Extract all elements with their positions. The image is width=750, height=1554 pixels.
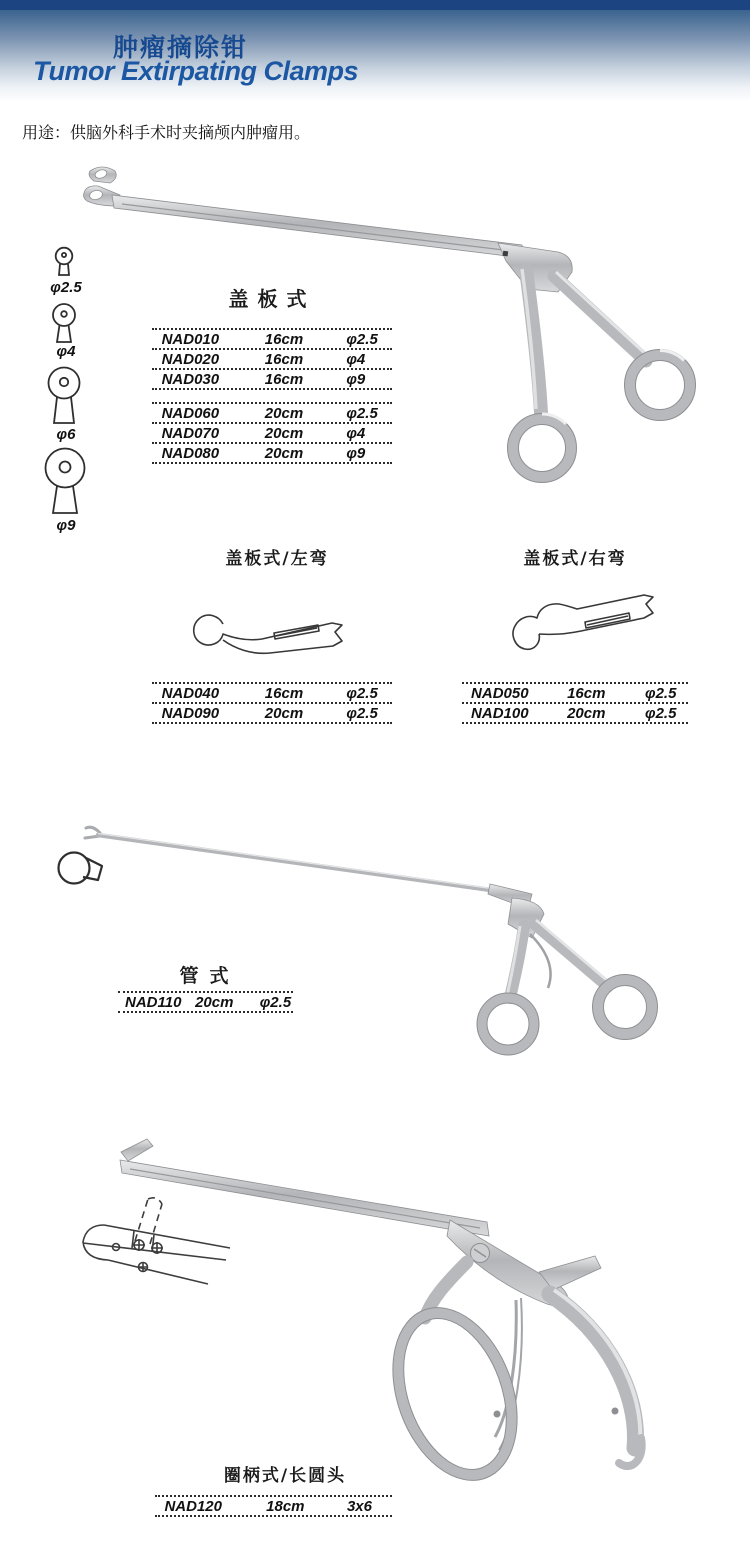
tip-size-label: φ6 (56, 426, 76, 443)
product-diameter: φ2.5 (645, 684, 677, 702)
product-code: NAD070 (161, 424, 220, 442)
product-length: 16cm (264, 330, 304, 348)
table-row (152, 404, 392, 424)
product-length: 16cm (264, 684, 304, 702)
table-row (155, 1497, 392, 1517)
product-code: NAD110 (125, 993, 182, 1011)
product-diameter: φ9 (346, 370, 366, 388)
table-row (152, 330, 392, 350)
left-bend-table (152, 682, 392, 724)
product-code: NAD040 (161, 684, 220, 702)
product-diameter: φ2.5 (259, 993, 292, 1011)
table-group (462, 682, 688, 724)
product-diameter: φ9 (346, 444, 366, 462)
product-length: 20cm (195, 993, 234, 1011)
product-length: 16cm (264, 370, 304, 388)
product-code: NAD080 (161, 444, 220, 462)
product-diameter: φ4 (346, 350, 366, 368)
cover-plate-table (152, 328, 392, 464)
product-length: 20cm (264, 404, 304, 422)
tube-table (118, 991, 293, 1013)
usage-note: 用途：供脑外科手术时夹摘颅内肿瘤用。 (22, 125, 311, 142)
table-row (118, 993, 293, 1013)
section-title-left-bend: 盖板式/左弯 (225, 549, 329, 569)
right-bend-table (462, 682, 688, 724)
page-title-english: Tumor Extirpating Clamps (33, 56, 359, 86)
instrument-photo-tube-type (60, 812, 710, 1080)
table-row (462, 704, 688, 724)
header-top-bar (0, 0, 750, 10)
right-bend-jaw-diagram (497, 582, 667, 660)
table-row (152, 704, 392, 724)
product-diameter: φ2.5 (346, 330, 378, 348)
page-title-chinese: 肿瘤摘除钳 (113, 34, 249, 62)
product-length: 20cm (264, 424, 304, 442)
table-group (155, 1495, 392, 1517)
product-code: NAD010 (161, 330, 220, 348)
ring-handle-table (155, 1495, 392, 1517)
product-code: NAD050 (471, 684, 529, 702)
product-code: NAD090 (161, 704, 220, 722)
tube-tip-diagram (55, 846, 103, 892)
tip-size-label: φ9 (56, 517, 76, 534)
section-title-right-bend: 盖板式/右弯 (523, 549, 627, 569)
table-group (118, 991, 293, 1013)
product-code: NAD060 (161, 404, 220, 422)
product-diameter: φ2.5 (346, 684, 378, 702)
table-group-16cm (152, 328, 392, 390)
section-title-cover-plate: 盖板式 (228, 287, 316, 311)
table-row (152, 370, 392, 390)
product-length: 20cm (264, 704, 304, 722)
product-length: 20cm (567, 704, 606, 722)
section-title-tube: 管式 (179, 965, 240, 987)
product-diameter: φ2.5 (346, 404, 378, 422)
product-code: NAD030 (161, 370, 220, 388)
tip-size-label: φ4 (56, 343, 76, 360)
section-title-ring-handle: 圈柄式/长圆头 (223, 1466, 347, 1486)
product-length: 16cm (264, 350, 304, 368)
product-code: NAD120 (164, 1497, 222, 1515)
table-group-20cm (152, 402, 392, 464)
table-row (152, 350, 392, 370)
product-length: 20cm (264, 444, 304, 462)
product-length: 16cm (567, 684, 606, 702)
table-row (152, 684, 392, 704)
product-diameter: φ4 (346, 424, 366, 442)
table-row (152, 444, 392, 464)
product-code: NAD020 (161, 350, 220, 368)
product-code: NAD100 (471, 704, 529, 722)
product-diameter: 3x6 (346, 1497, 372, 1515)
table-group (152, 682, 392, 724)
open-jaw-schematic-diagram (58, 1192, 233, 1292)
product-length: 18cm (266, 1497, 305, 1515)
tip-size-label: φ2.5 (50, 279, 82, 296)
product-diameter: φ2.5 (645, 704, 677, 722)
left-bend-jaw-diagram (186, 582, 356, 660)
table-row (462, 684, 688, 704)
product-diameter: φ2.5 (346, 704, 378, 722)
table-row (152, 424, 392, 444)
